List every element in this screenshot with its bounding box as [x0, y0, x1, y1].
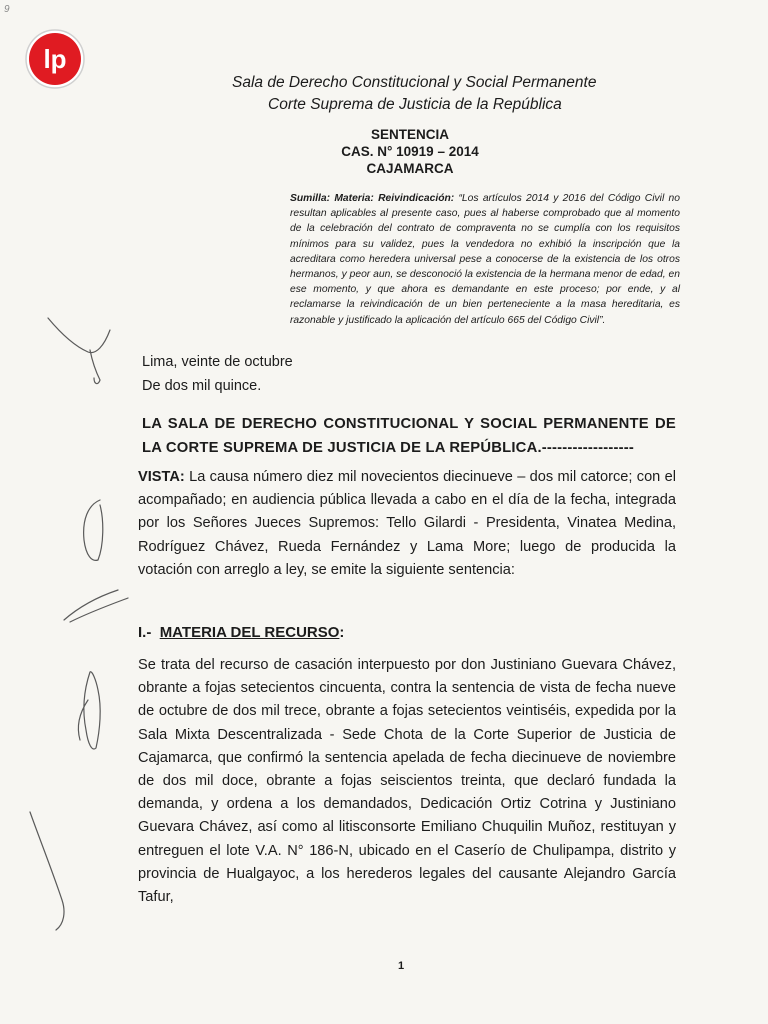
- court-name: Corte Suprema de Justicia de la República: [268, 96, 562, 113]
- signature-stroke-4: [78, 672, 100, 749]
- section-colon: :: [339, 624, 345, 641]
- vista-text: La causa número diez mil novecientos diecinueve – dos mil catorce; con el acompañado; en audiencia pública llevada a cabo en el día de la fecha, integrada por los Señores Jueces Supremos: Tello Gilardi - Presidenta, Vinatea Medina, Rodríguez Chávez, Rueda Fernández y Lama More; luego de producida la votación con arreglo a ley, se emite la siguiente sentencia:: [138, 469, 676, 578]
- vista-paragraph: [138, 466, 676, 582]
- materia-paragraph: Se trata del recurso de casación interpuesto por don Justiniano Guevara Chávez, obrante a fojas setecientos cincuenta, contra la sentencia de vista de fecha nueve de octubre de dos mil trece, obrante a fojas setecientos veintiséis, expedida por la Sala Mixta Descentralizada - Sede Chota de la Corte Superior de Justicia de Cajamarca, que confirmó la sentencia apelada de fecha diecinueve de noviembre de dos mil doce, obrante a fojas seiscientos treinta, que declaró fundada la demanda, y ordena a los demandados, Dedicación Ortiz Cotrina y Justiniano Guevara Chávez, así como al litisconsorte Emiliano Chuquilin Muñoz, restituyan y entreguen el lote V.A. N° 186-N, ubicado en el Caserío de Chulipampa, distrito y provincia de Hualgayoc, a los herederos legales del causante Alejandro García Tafur,: [138, 657, 676, 906]
- logo-text: lp: [43, 44, 67, 74]
- sumilla-summary: [290, 191, 680, 328]
- ruling-date: [142, 350, 293, 398]
- signature-stroke-1: [48, 318, 110, 384]
- case-number: CAS. N° 10919 – 2014: [341, 144, 479, 159]
- ruling-title-block: [300, 126, 520, 177]
- court-chamber-name: Sala de Derecho Constitucional y Social Permanente: [232, 74, 597, 91]
- signature-stroke-5: [30, 812, 64, 930]
- signature-stroke-2: [84, 500, 103, 560]
- sumilla-text: “Los artículos 2014 y 2016 del Código Civil no resultan aplicables al presente caso, pues al haberse comprobado que al momento de la celebración del contrato de compraventa no se cumplía con los requisitos mínimos para su validez, pues la vendedora no exhibió la inscripción que la acreditara como heredera universal pese a conocerse de la existencia de los otros hermanos, y peor aun, se desconoció la existencia de la hermana menor de edad, en ese momento, y que ahora es demandante en este proceso; por ende, y al reclamarse la reivindicación de un bien perteneciente a la masa hereditaria, es razonable y justificado la aplicación del artículo 665 del Código Civil”.: [290, 193, 680, 326]
- case-region: CAJAMARCA: [366, 161, 454, 176]
- page-number: 1: [398, 960, 405, 972]
- lp-logo: [24, 28, 86, 90]
- date-line-1: Lima, veinte de octubre: [142, 354, 293, 370]
- section-heading-materia: [138, 624, 344, 641]
- sala-heading: LA SALA DE DERECHO CONSTITUCIONAL Y SOCIAL PERMANENTE DE LA CORTE SUPREMA DE JUSTICIA DE LA REPÚBLICA.------------------: [142, 416, 676, 456]
- vista-label: VISTA:: [138, 469, 185, 485]
- ruling-type: SENTENCIA: [370, 127, 449, 142]
- corner-page-mark: 9: [4, 4, 10, 15]
- signature-stroke-3: [64, 590, 128, 622]
- date-line-2: De dos mil quince.: [142, 378, 262, 394]
- sumilla-label: Sumilla: Materia: Reivindicación:: [290, 193, 455, 204]
- section-title: MATERIA DEL RECURSO: [159, 624, 340, 641]
- section-number: I.-: [138, 624, 152, 641]
